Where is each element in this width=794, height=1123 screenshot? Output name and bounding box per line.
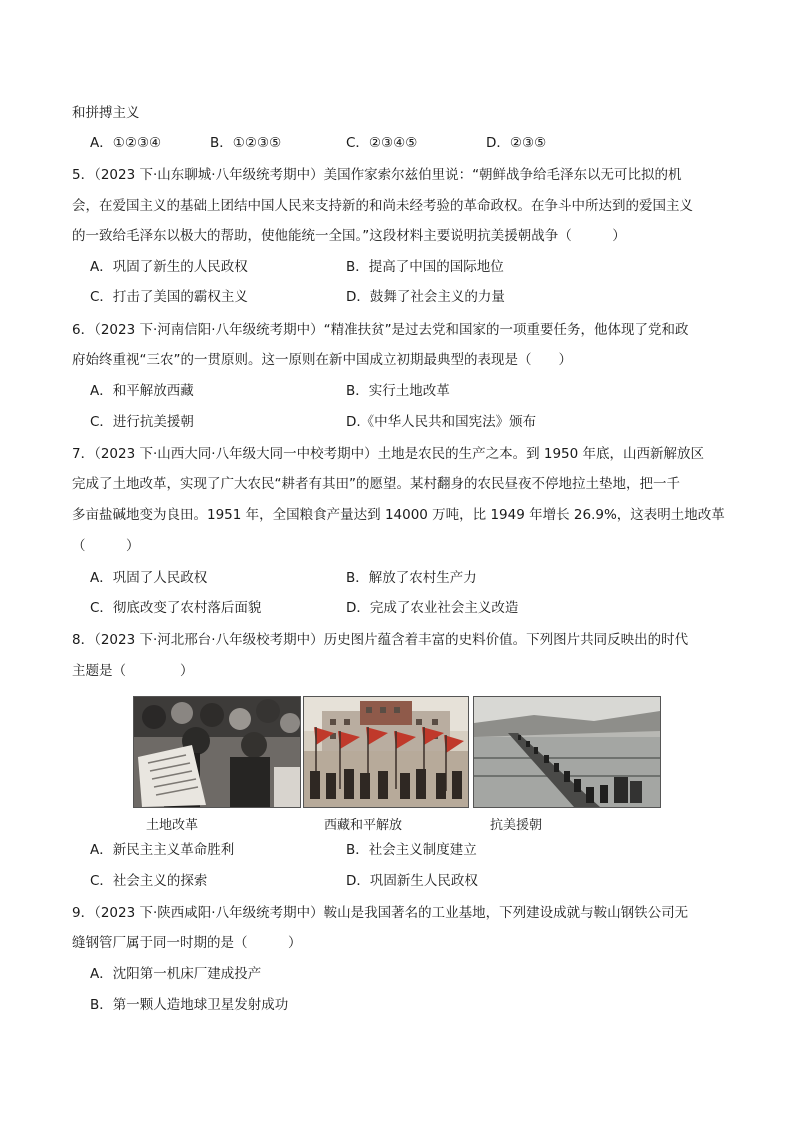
q5-option-b: B．提高了中国的国际地位 <box>346 259 504 275</box>
q7-option-c: C．彻底改变了农村落后面貌 <box>90 600 262 616</box>
q4-option-c: C．②③④⑤ <box>346 135 418 151</box>
korea-war-photo <box>473 696 661 808</box>
q5-stem-line-3: 的一致给毛泽东以极大的帮助，使他能统一全国。”这段材料主要说明抗美援朝战争（ ） <box>72 228 626 244</box>
q6-option-b: B．实行土地改革 <box>346 383 450 399</box>
q6-option-a: A．和平解放西藏 <box>90 383 194 399</box>
q5-option-c: C．打击了美国的霸权主义 <box>90 289 248 305</box>
q7-option-b: B．解放了农村生产力 <box>346 570 477 586</box>
caption-land-reform: 土地改革 <box>146 818 199 833</box>
q6-option-d: D.《中华人民共和国宪法》颁布 <box>346 414 537 430</box>
q7-stem-line-4: （ ） <box>72 538 140 554</box>
q9-option-a: A．沈阳第一机床厂建成投产 <box>90 966 262 982</box>
q6-option-c: C．进行抗美援朝 <box>90 414 194 430</box>
q7-option-a: A．巩固了人民政权 <box>90 570 208 586</box>
q5-option-d: D．鼓舞了社会主义的力量 <box>346 289 505 305</box>
q8-option-d: D．巩固新生人民政权 <box>346 873 478 889</box>
q8-option-b: B．社会主义制度建立 <box>346 842 477 858</box>
q7-stem-line-1: 7．（2023 下·山西大同·八年级大同一中校考期中）土地是农民的生产之本。到 1950 年底，山西新解放区 <box>72 446 705 462</box>
q9-stem-line-2: 缝钢管厂属于同一时期的是（ ） <box>72 935 302 951</box>
q8-option-a: A．新民主主义革命胜利 <box>90 842 235 858</box>
q7-option-d: D．完成了农业社会主义改造 <box>346 600 519 616</box>
tibet-liberation-photo <box>303 696 469 808</box>
q6-stem-line-2: 府始终重视“三农”的一贯原则。这一原则在新中国成立初期最典型的表现是（ ） <box>72 352 572 368</box>
q4-option-a: A．①②③④ <box>90 135 162 151</box>
q9-option-b: B．第一颗人造地球卫星发射成功 <box>90 997 289 1013</box>
q8-photo-row <box>133 696 661 808</box>
q6-stem-line-1: 6．（2023 下·河南信阳·八年级统考期中）“精准扶贫”是过去党和国家的一项重要任务，他体现了党和政 <box>72 322 689 338</box>
q4-continuation: 和拼搏主义 <box>72 105 140 121</box>
q7-stem-line-3: 多亩盐碱地变为良田。1951 年，全国粮食产量达到 14000 万吨，比 1949 年增长 26.9%，这表明土地改革 <box>72 507 725 523</box>
q9-stem-line-1: 9．（2023 下·陕西咸阳·八年级统考期中）鞍山是我国著名的工业基地，下列建设成就与鞍山钢铁公司无 <box>72 905 689 921</box>
q8-stem-line-2: 主题是（ ） <box>72 663 194 679</box>
caption-tibet-liberation: 西藏和平解放 <box>324 818 403 833</box>
land-reform-photo <box>133 696 301 808</box>
q7-stem-line-2: 完成了土地改革，实现了广大农民“耕者有其田”的愿望。某村翻身的农民昼夜不停地拉土垫地，把一千 <box>72 476 680 492</box>
q5-stem-line-1: 5．（2023 下·山东聊城·八年级统考期中）美国作家索尔兹伯里说：“朝鲜战争给毛泽东以无可比拟的机 <box>72 167 682 183</box>
q8-option-c: C．社会主义的探索 <box>90 873 208 889</box>
q8-stem-line-1: 8．（2023 下·河北邢台·八年级校考期中）历史图片蕴含着丰富的史料价值。下列图片共同反映出的时代 <box>72 632 689 648</box>
q4-option-b: B．①②③⑤ <box>210 135 282 151</box>
q4-option-d: D．②③⑤ <box>486 135 547 151</box>
q5-stem-line-2: 会，在爱国主义的基础上团结中国人民来支持新的和尚未经考验的革命政权。在争斗中所达到的爱国主义 <box>72 198 693 214</box>
caption-korea-war: 抗美援朝 <box>490 818 543 833</box>
q5-option-a: A．巩固了新生的人民政权 <box>90 259 248 275</box>
